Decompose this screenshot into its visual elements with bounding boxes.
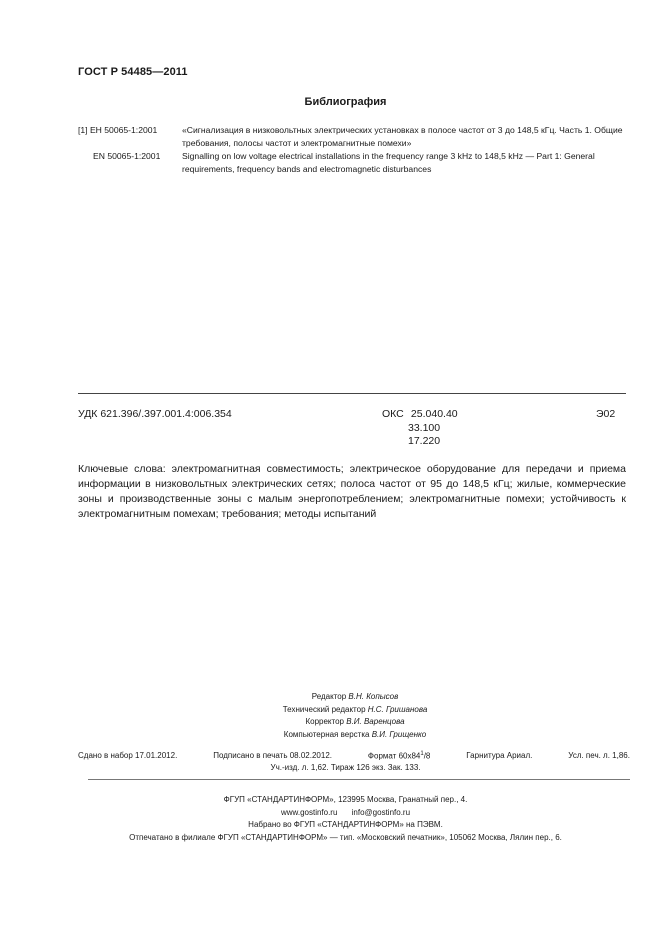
publisher-name: ФГУП «СТАНДАРТИНФОРМ», 123995 Москва, Гранатный пер., 4. — [223, 795, 468, 804]
bibliography-list — [78, 124, 626, 176]
credit-layout — [190, 729, 520, 742]
print-sheets: Усл. печ. л. 1,86. — [568, 751, 630, 760]
printed-note: Отпечатано в филиале ФГУП «СТАНДАРТИНФОРМ» — тип. «Московский печатник», 105062 Москва, Лялин пер., 6. — [129, 832, 562, 842]
section-divider — [78, 393, 626, 394]
paper-format — [368, 751, 430, 761]
credit-editor — [190, 691, 520, 704]
format-denominator: /8 — [423, 751, 431, 761]
credit-label: Компьютерная верстка — [283, 729, 370, 739]
udk-code: УДК 621.396/.397.001.4:006.354 — [78, 408, 232, 420]
standard-number: ГОСТ Р 54485—2011 — [78, 66, 188, 78]
keywords-paragraph: Ключевые слова: электромагнитная совместимость; электрическое оборудование для передачи и приема информации в низковольтных электрических сетях; полоса частот от 95 до 148,5 кГц; жилые, коммерческие зоны и производственные зоны с малым энергопотреблением; электромагнитные помехи; устойчивость к электромагнитным помехам; требования; методы испытаний — [78, 463, 626, 520]
credit-label: Редактор — [311, 692, 347, 701]
bibliography-ref: EN 50065-1:2001 — [93, 151, 161, 161]
bibliography-entry — [78, 150, 626, 176]
publisher-website[interactable]: www.gostinfo.ru — [280, 807, 338, 817]
publisher-email[interactable]: info@gostinfo.ru — [351, 807, 411, 817]
credit-name: В.И. Варенцова — [346, 717, 405, 726]
format-value: Формат 60х84 — [367, 751, 421, 761]
typeset-note: Набрано во ФГУП «СТАНДАРТИНФОРМ» на ПЭВМ. — [248, 820, 443, 829]
bibliography-entry — [78, 124, 626, 150]
bibliography-text: «Сигнализация в низковольтных электрических установках в полосе частот от 3 до 148,5 кГц. Часть 1. Общие требования, полосы частот и электромагнитные помехи» — [182, 125, 623, 148]
oks-block — [382, 408, 458, 449]
bibliography-title: Библиография — [304, 96, 387, 108]
publisher-block — [0, 794, 661, 844]
credit-tech-editor — [190, 704, 520, 717]
format-fraction: 1 — [420, 751, 424, 757]
credit-name: В.И. Грищенко — [371, 729, 427, 739]
oks-code: 25.040.40 — [410, 408, 458, 420]
credits-block — [190, 691, 520, 741]
publisher-contacts — [30, 807, 661, 820]
submitted-date: Сдано в набор 17.01.2012. — [78, 751, 178, 760]
font-info: Гарнитура Ариал. — [466, 751, 533, 760]
oks-label: ОКС — [382, 408, 404, 420]
print-info-line-2: Уч.-изд. л. 1,62. Тираж 126 экз. Зак. 133. — [270, 763, 421, 772]
bibliography-text: Signalling on low voltage electrical installations in the frequency range 3 kHz to 148,5 kHz — Part 1: General requirements, frequency bands and electromagnetic disturbances — [182, 151, 595, 174]
oks-code: 33.100 — [408, 421, 441, 434]
credit-label: Технический редактор — [282, 704, 366, 714]
credit-name: Н.С. Гришанова — [367, 704, 428, 714]
oks-code: 17.220 — [408, 435, 441, 447]
credit-label: Корректор — [305, 717, 344, 726]
print-info-line — [78, 751, 630, 761]
signed-date: Подписано в печать 08.02.2012. — [213, 751, 332, 760]
footer-divider — [88, 779, 630, 780]
bibliography-ref: [1] ЕН 50065-1:2001 — [78, 125, 158, 135]
credit-name: В.Н. Копысов — [348, 692, 399, 701]
credit-corrector — [190, 716, 520, 729]
classification-group: Э02 — [596, 408, 616, 420]
